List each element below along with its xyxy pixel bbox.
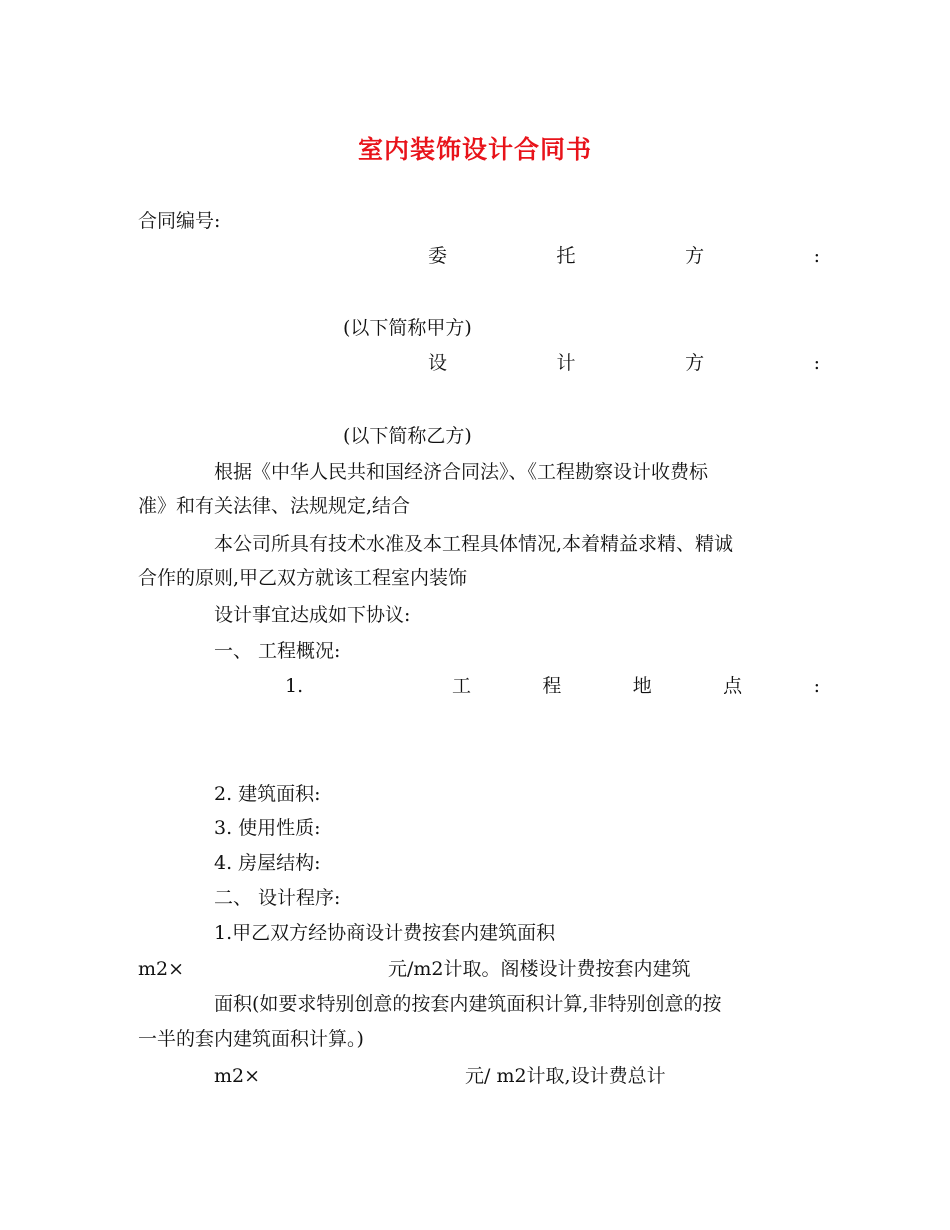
fee-unit-2: m2× (214, 1065, 261, 1087)
project-location-label (452, 674, 820, 698)
intro-paragraph-1-line-1: 根据《中华人民共和国经济合同法》、《工程勘察设计收费标 (214, 461, 709, 483)
fee-unit-1: m2× (138, 958, 185, 980)
intro-paragraph-3: 设计事宜达成如下协议: (214, 604, 411, 626)
location-char: 地 (632, 675, 652, 697)
building-structure-label: 4. 房屋结构: (214, 852, 321, 874)
designer-char: : (813, 352, 820, 374)
designer-char: 设 (428, 352, 448, 374)
fee-rate-1: 元/m2计取。阁楼设计费按套内建筑 (388, 958, 691, 980)
location-char: 工 (452, 675, 472, 697)
designer-short-name: (以下简称乙方) (343, 425, 472, 447)
designer-char: 方 (685, 352, 705, 374)
designer-char: 计 (556, 352, 576, 374)
client-char: 委 (428, 245, 448, 267)
location-char: : (813, 675, 820, 697)
designer-label (428, 351, 820, 375)
document-title: 室内装饰设计合同书 (357, 135, 592, 164)
intro-paragraph-2-line-1: 本公司所具有技术水准及本工程具体情况,本着精益求精、精诚 (214, 533, 734, 555)
area-clause-line-1: 面积(如要求特别创意的按套内建筑面积计算,非特别创意的按 (214, 993, 722, 1015)
location-char: 点 (723, 675, 743, 697)
client-label (428, 244, 820, 268)
intro-paragraph-2-line-2: 合作的原则,甲乙双方就该工程室内装饰 (138, 567, 468, 589)
contract-number-label: 合同编号: (138, 210, 221, 232)
area-clause-line-2: 一半的套内建筑面积计算。) (138, 1028, 364, 1050)
design-fee-clause: 1.甲乙双方经协商设计费按套内建筑面积 (214, 922, 556, 944)
location-char: 程 (542, 675, 562, 697)
fee-rate-2: 元/ m2计取,设计费总计 (465, 1065, 666, 1087)
usage-nature-label: 3. 使用性质: (214, 817, 321, 839)
client-short-name: (以下简称甲方) (343, 317, 472, 339)
client-char: : (813, 245, 820, 267)
section-2-heading: 二、 设计程序: (214, 887, 341, 909)
client-char: 托 (556, 245, 576, 267)
intro-paragraph-1-line-2: 准》和有关法律、法规规定,结合 (138, 495, 411, 517)
client-char: 方 (685, 245, 705, 267)
item-1-number: 1. (285, 675, 304, 697)
building-area-label: 2. 建筑面积: (214, 783, 321, 805)
section-1-heading: 一、 工程概况: (214, 640, 341, 662)
